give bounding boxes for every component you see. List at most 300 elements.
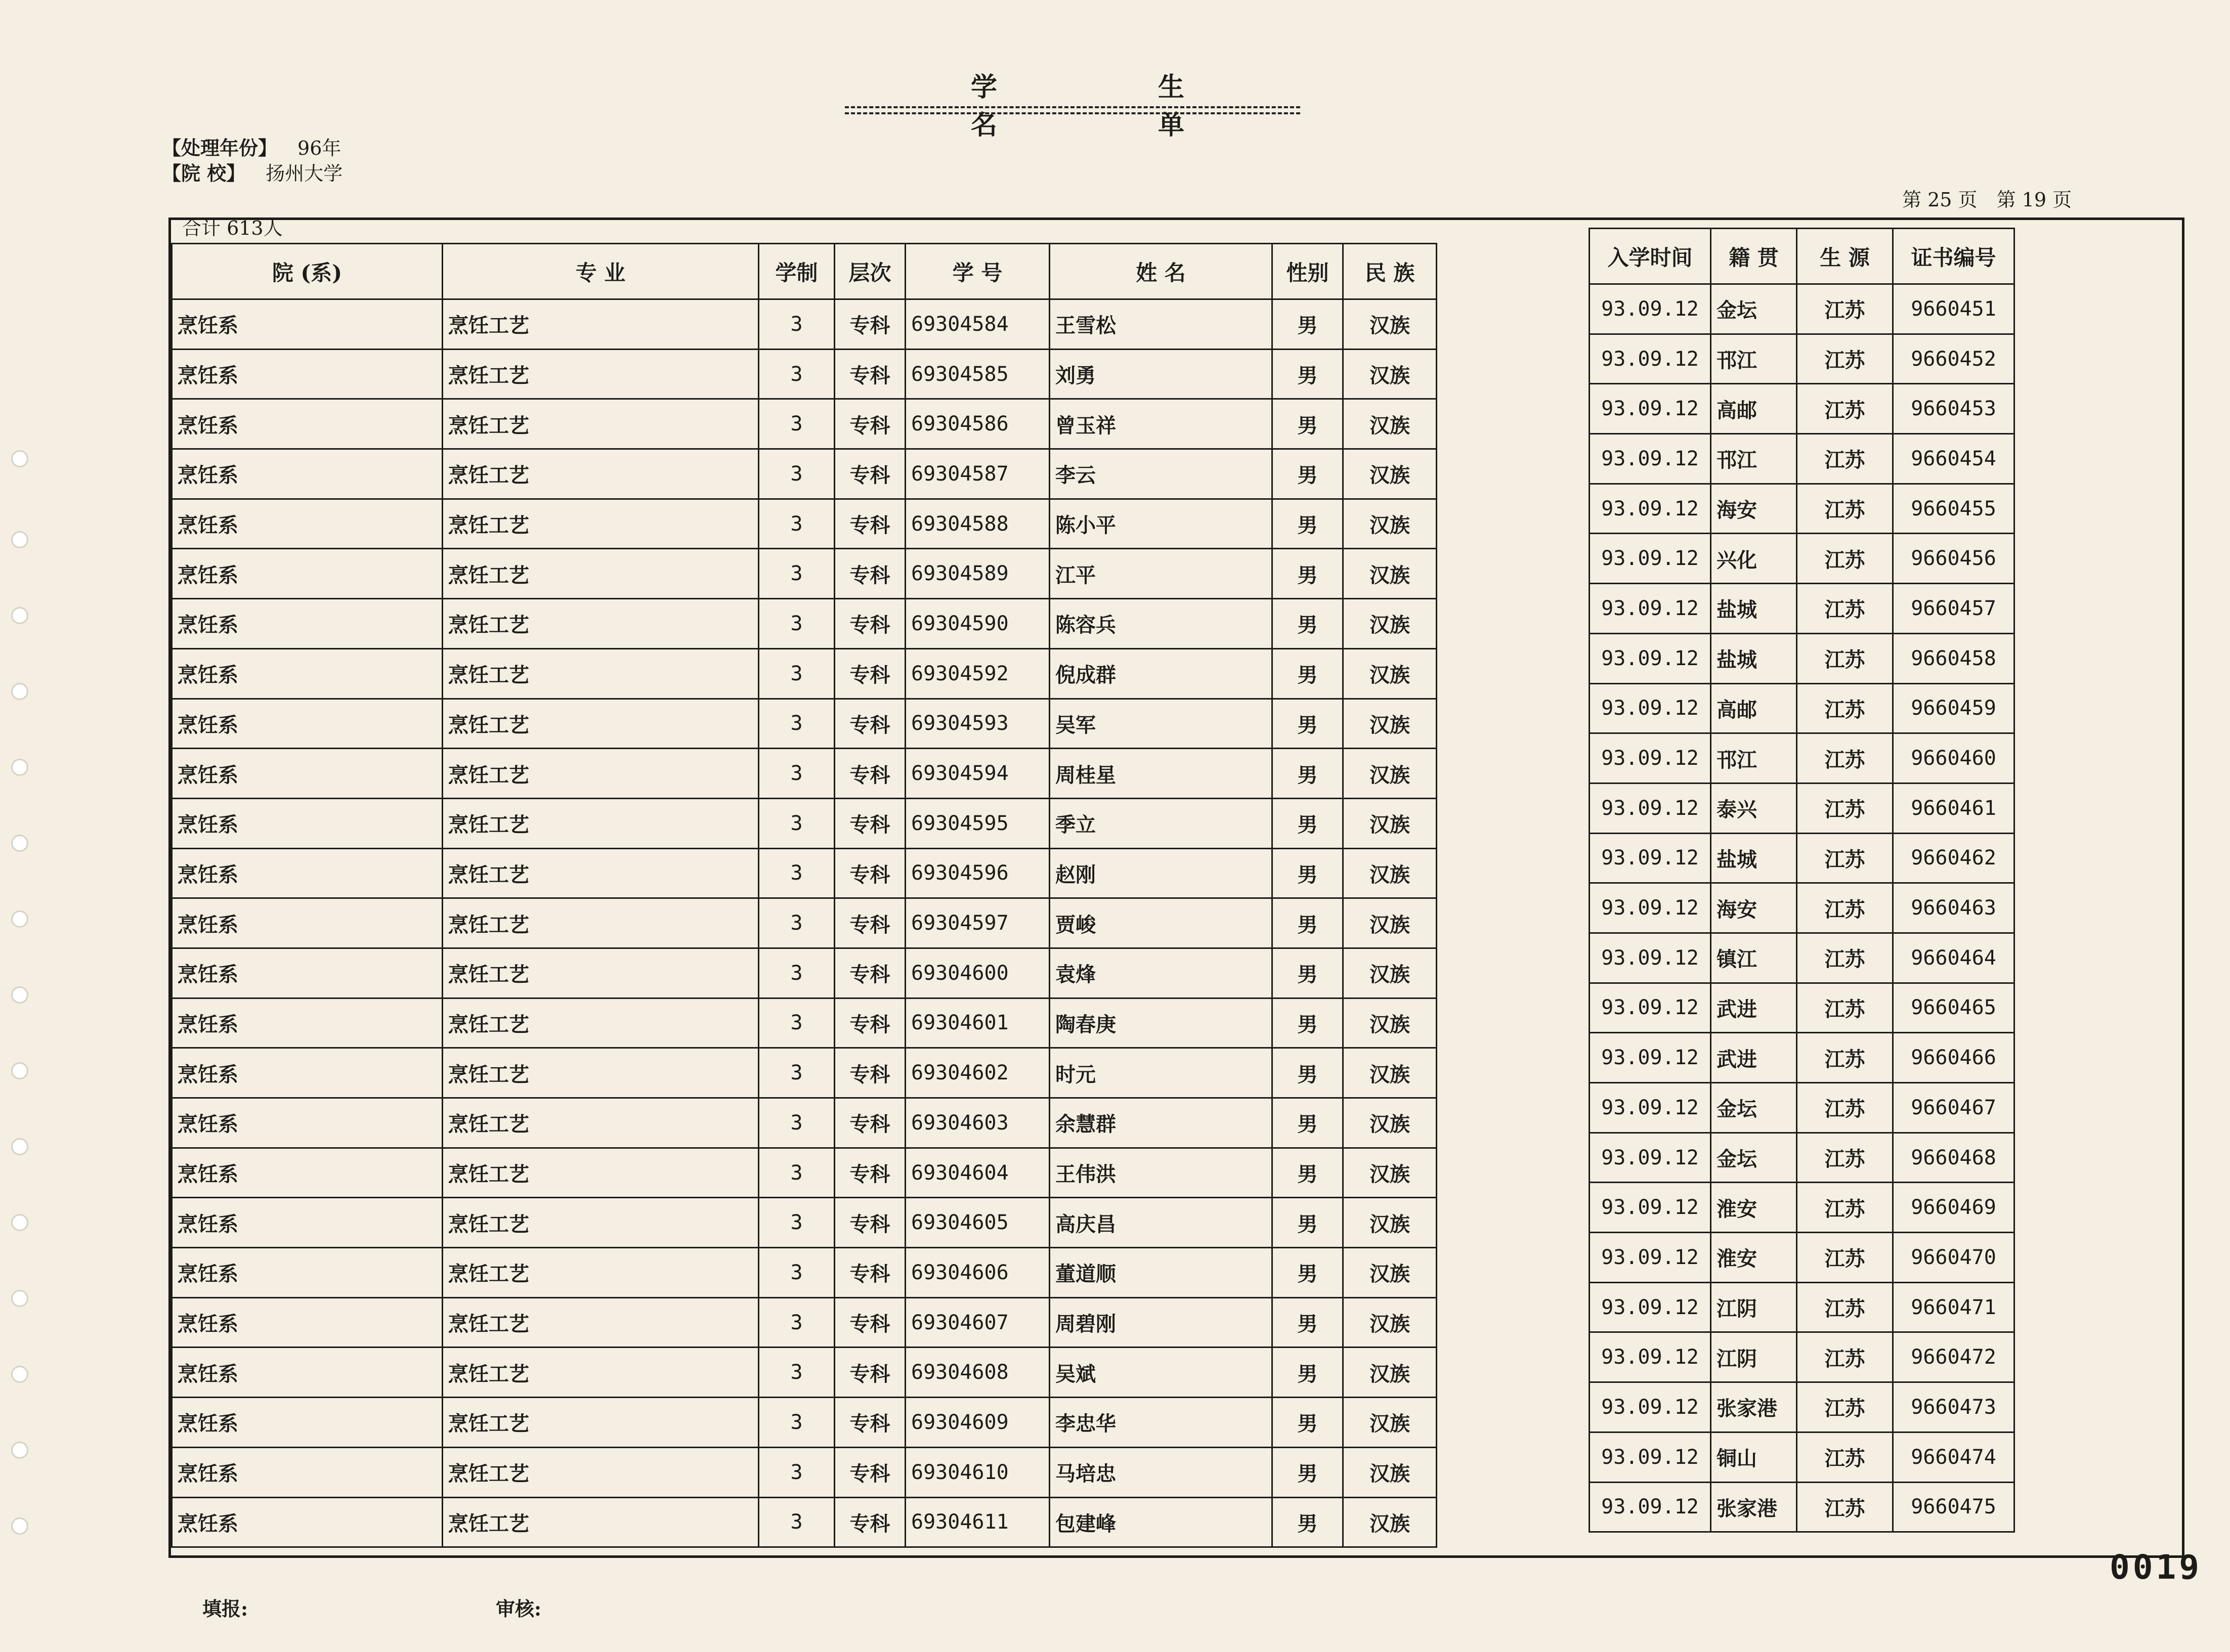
binder-hole: [11, 1517, 28, 1535]
origin-cell: 泰兴: [1711, 783, 1797, 833]
student-id-cell: 69304604: [906, 1148, 1050, 1198]
table-row: [1590, 1382, 2014, 1432]
origin-cell: 兴化: [1711, 534, 1797, 584]
sex-cell: 男: [1272, 898, 1343, 948]
cert-no-cell: 9660454: [1893, 434, 2014, 484]
enroll-date-cell: 93.09.12: [1590, 1382, 1711, 1432]
enroll-date-cell: 93.09.12: [1590, 633, 1711, 683]
ethnic-cell: 汉族: [1343, 898, 1437, 948]
enroll-date-cell: 93.09.12: [1590, 334, 1711, 384]
name-cell: 赵刚: [1050, 848, 1272, 898]
source-cell: 江苏: [1797, 334, 1893, 384]
cert-no-cell: 9660460: [1893, 733, 2014, 784]
years-cell: 3: [759, 599, 835, 649]
cert-no-cell: 9660455: [1893, 484, 2014, 534]
dept-cell: 烹饪系: [172, 1347, 443, 1398]
level-cell: 专科: [835, 599, 906, 649]
origin-cell: 江阴: [1711, 1282, 1797, 1332]
major-cell: 烹饪工艺: [443, 599, 759, 649]
name-cell: 马培忠: [1050, 1447, 1272, 1497]
major-cell: 烹饪工艺: [443, 299, 759, 350]
cert-no-cell: 9660465: [1893, 983, 2014, 1033]
level-cell: 专科: [835, 898, 906, 948]
major-cell: 烹饪工艺: [443, 798, 759, 848]
sex-cell: 男: [1272, 798, 1343, 848]
years-cell: 3: [759, 549, 835, 599]
major-cell: 烹饪工艺: [443, 749, 759, 799]
origin-cell: 海安: [1711, 883, 1797, 933]
table-row: [1590, 683, 2014, 733]
sex-cell: 男: [1272, 299, 1343, 350]
col-origin: 籍 贯: [1711, 229, 1797, 284]
major-cell: 烹饪工艺: [443, 549, 759, 599]
dept-cell: 烹饪系: [172, 1198, 443, 1248]
binder-hole: [11, 1214, 28, 1231]
binder-hole: [11, 759, 28, 776]
origin-cell: 淮安: [1711, 1183, 1797, 1233]
dept-cell: 烹饪系: [172, 299, 443, 350]
col-source: 生 源: [1797, 229, 1893, 284]
cert-no-cell: 9660452: [1893, 334, 2014, 384]
enroll-date-cell: 93.09.12: [1590, 1432, 1711, 1482]
school-line: [162, 158, 342, 186]
table-row: [1590, 1332, 2014, 1382]
source-cell: 江苏: [1797, 1083, 1893, 1133]
sex-cell: 男: [1272, 1497, 1343, 1547]
sex-cell: 男: [1272, 998, 1343, 1048]
name-cell: 时元: [1050, 1048, 1272, 1098]
enroll-date-cell: 93.09.12: [1590, 933, 1711, 983]
level-cell: 专科: [835, 449, 906, 499]
level-cell: 专科: [835, 1198, 906, 1248]
source-cell: 江苏: [1797, 1183, 1893, 1233]
years-cell: 3: [759, 349, 835, 399]
source-cell: 江苏: [1797, 983, 1893, 1033]
name-cell: 季立: [1050, 798, 1272, 848]
ethnic-cell: 汉族: [1343, 848, 1437, 898]
years-cell: 3: [759, 699, 835, 749]
years-cell: 3: [759, 299, 835, 350]
ethnic-cell: 汉族: [1343, 1447, 1437, 1497]
level-cell: 专科: [835, 1497, 906, 1547]
student-id-cell: 69304587: [906, 449, 1050, 499]
binder-hole: [11, 910, 28, 928]
sex-cell: 男: [1272, 1148, 1343, 1198]
years-cell: 3: [759, 948, 835, 998]
source-cell: 江苏: [1797, 434, 1893, 484]
table-row: [1590, 334, 2014, 384]
origin-cell: 盐城: [1711, 833, 1797, 883]
name-cell: 王伟洪: [1050, 1148, 1272, 1198]
cert-no-cell: 9660468: [1893, 1133, 2014, 1183]
sex-cell: 男: [1272, 1347, 1343, 1398]
table-row: [1590, 933, 2014, 983]
enroll-date-cell: 93.09.12: [1590, 733, 1711, 784]
ethnic-cell: 汉族: [1343, 699, 1437, 749]
sex-cell: 男: [1272, 749, 1343, 799]
ethnic-cell: 汉族: [1343, 1297, 1437, 1347]
years-cell: 3: [759, 1447, 835, 1497]
major-cell: 烹饪工艺: [443, 898, 759, 948]
years-cell: 3: [759, 648, 835, 699]
ethnic-cell: 汉族: [1343, 1098, 1437, 1148]
reviewed-by-label: 审核:: [496, 1597, 542, 1620]
student-id-cell: 69304593: [906, 699, 1050, 749]
table-row: [1590, 883, 2014, 933]
level-cell: 专科: [835, 1347, 906, 1398]
dept-cell: 烹饪系: [172, 1447, 443, 1497]
sex-cell: 男: [1272, 1198, 1343, 1248]
level-cell: 专科: [835, 749, 906, 799]
table-row: [1590, 633, 2014, 683]
major-cell: 烹饪工艺: [443, 1297, 759, 1347]
cert-no-cell: 9660453: [1893, 384, 2014, 434]
enroll-date-cell: 93.09.12: [1590, 484, 1711, 534]
student-table-left: [171, 243, 1437, 1548]
level-cell: 专科: [835, 349, 906, 399]
sex-cell: 男: [1272, 399, 1343, 449]
level-cell: 专科: [835, 648, 906, 699]
years-cell: 3: [759, 848, 835, 898]
source-cell: 江苏: [1797, 833, 1893, 883]
binder-hole: [11, 835, 28, 852]
enroll-date-cell: 93.09.12: [1590, 1233, 1711, 1283]
sex-cell: 男: [1272, 1098, 1343, 1148]
table-row: [1590, 1183, 2014, 1233]
table-row: [1590, 584, 2014, 634]
dept-cell: 烹饪系: [172, 699, 443, 749]
student-id-cell: 69304588: [906, 499, 1050, 549]
name-cell: 包建峰: [1050, 1497, 1272, 1547]
dept-cell: 烹饪系: [172, 1248, 443, 1298]
table-row: [172, 948, 1437, 998]
total-count: 合计 613人: [182, 217, 283, 239]
source-cell: 江苏: [1797, 1432, 1893, 1482]
ethnic-cell: 汉族: [1343, 1198, 1437, 1248]
major-cell: 烹饪工艺: [443, 948, 759, 998]
table-row: [172, 1148, 1437, 1198]
enroll-date-cell: 93.09.12: [1590, 833, 1711, 883]
filled-by-label: 填报:: [202, 1597, 248, 1620]
years-cell: 3: [759, 1297, 835, 1347]
table-row: [172, 1248, 1437, 1298]
major-cell: 烹饪工艺: [443, 449, 759, 499]
enroll-date-cell: 93.09.12: [1590, 883, 1711, 933]
binder-hole: [11, 1062, 28, 1079]
origin-cell: 张家港: [1711, 1482, 1797, 1532]
name-cell: 倪成群: [1050, 648, 1272, 699]
binder-hole: [11, 450, 28, 467]
dept-cell: 烹饪系: [172, 749, 443, 799]
origin-cell: 武进: [1711, 983, 1797, 1033]
source-cell: 江苏: [1797, 1382, 1893, 1432]
major-cell: 烹饪工艺: [443, 998, 759, 1048]
years-cell: 3: [759, 1398, 835, 1448]
source-cell: 江苏: [1797, 1233, 1893, 1283]
cert-no-cell: 9660467: [1893, 1083, 2014, 1133]
enroll-date-cell: 93.09.12: [1590, 1183, 1711, 1233]
name-cell: 袁烽: [1050, 948, 1272, 998]
table-header-row: [1590, 229, 2014, 284]
name-cell: 余慧群: [1050, 1098, 1272, 1148]
years-cell: 3: [759, 998, 835, 1048]
origin-cell: 金坛: [1711, 284, 1797, 334]
name-cell: 高庆昌: [1050, 1198, 1272, 1248]
table-row: [172, 399, 1437, 449]
level-cell: 专科: [835, 1447, 906, 1497]
dept-cell: 烹饪系: [172, 1398, 443, 1448]
dept-cell: 烹饪系: [172, 948, 443, 998]
major-cell: 烹饪工艺: [443, 1447, 759, 1497]
col-years: 学制: [759, 244, 835, 299]
name-cell: 陈小平: [1050, 499, 1272, 549]
level-cell: 专科: [835, 798, 906, 848]
col-ethnic: 民 族: [1343, 244, 1437, 299]
source-cell: 江苏: [1797, 384, 1893, 434]
cert-no-cell: 9660474: [1893, 1432, 2014, 1482]
student-id-cell: 69304602: [906, 1048, 1050, 1098]
binder-hole: [11, 1366, 28, 1383]
col-cert-no: 证书编号: [1893, 229, 2014, 284]
name-cell: 李云: [1050, 449, 1272, 499]
binder-hole: [11, 986, 28, 1004]
major-cell: 烹饪工艺: [443, 648, 759, 699]
student-id-cell: 69304608: [906, 1347, 1050, 1398]
table-row: [172, 798, 1437, 848]
cert-no-cell: 9660475: [1893, 1482, 2014, 1532]
years-cell: 3: [759, 798, 835, 848]
table-row: [172, 699, 1437, 749]
source-cell: 江苏: [1797, 584, 1893, 634]
major-cell: 烹饪工艺: [443, 1398, 759, 1448]
table-row: [172, 1297, 1437, 1347]
major-cell: 烹饪工艺: [443, 848, 759, 898]
sex-cell: 男: [1272, 1447, 1343, 1497]
cert-no-cell: 9660463: [1893, 883, 2014, 933]
major-cell: 烹饪工艺: [443, 1198, 759, 1248]
table-row: [172, 1398, 1437, 1448]
name-cell: 周碧刚: [1050, 1297, 1272, 1347]
origin-cell: 邗江: [1711, 733, 1797, 784]
table-row: [1590, 783, 2014, 833]
major-cell: 烹饪工艺: [443, 1148, 759, 1198]
table-row: [172, 499, 1437, 549]
title-underline: [845, 106, 1300, 114]
source-cell: 江苏: [1797, 284, 1893, 334]
enroll-date-cell: 93.09.12: [1590, 1282, 1711, 1332]
col-name: 姓 名: [1050, 244, 1272, 299]
sheet-number: 0019: [2110, 1548, 2202, 1587]
ethnic-cell: 汉族: [1343, 1248, 1437, 1298]
level-cell: 专科: [835, 399, 906, 449]
student-id-cell: 69304590: [906, 599, 1050, 649]
table-row: [172, 1098, 1437, 1148]
student-id-cell: 69304584: [906, 299, 1050, 350]
table-row: [1590, 1432, 2014, 1482]
dept-cell: 烹饪系: [172, 848, 443, 898]
name-cell: 陈容兵: [1050, 599, 1272, 649]
source-cell: 江苏: [1797, 1033, 1893, 1083]
origin-cell: 邗江: [1711, 434, 1797, 484]
enroll-date-cell: 93.09.12: [1590, 584, 1711, 634]
source-cell: 江苏: [1797, 733, 1893, 784]
major-cell: 烹饪工艺: [443, 1098, 759, 1148]
table-row: [172, 898, 1437, 948]
dept-cell: 烹饪系: [172, 798, 443, 848]
table-row: [1590, 733, 2014, 784]
year-label: 【处理年份】: [162, 137, 278, 159]
student-id-cell: 69304597: [906, 898, 1050, 948]
name-cell: 曾玉祥: [1050, 399, 1272, 449]
table-row: [172, 648, 1437, 699]
enroll-date-cell: 93.09.12: [1590, 1083, 1711, 1133]
table-row: [172, 1048, 1437, 1098]
sex-cell: 男: [1272, 1297, 1343, 1347]
student-id-cell: 69304594: [906, 749, 1050, 799]
name-cell: 董道顺: [1050, 1248, 1272, 1298]
binder-hole: [11, 1138, 28, 1155]
origin-cell: 张家港: [1711, 1382, 1797, 1432]
years-cell: 3: [759, 1098, 835, 1148]
origin-cell: 江阴: [1711, 1332, 1797, 1382]
source-cell: 江苏: [1797, 1332, 1893, 1382]
binder-hole: [11, 531, 28, 548]
cert-no-cell: 9660458: [1893, 633, 2014, 683]
cert-no-cell: 9660470: [1893, 1233, 2014, 1283]
ethnic-cell: 汉族: [1343, 749, 1437, 799]
table-row: [1590, 484, 2014, 534]
binder-hole: [11, 1290, 28, 1307]
enroll-date-cell: 93.09.12: [1590, 1482, 1711, 1532]
sex-cell: 男: [1272, 549, 1343, 599]
page-total: 第 25 页: [1902, 189, 1978, 211]
origin-cell: 盐城: [1711, 633, 1797, 683]
years-cell: 3: [759, 1048, 835, 1098]
ethnic-cell: 汉族: [1343, 299, 1437, 350]
level-cell: 专科: [835, 998, 906, 1048]
origin-cell: 铜山: [1711, 1432, 1797, 1482]
years-cell: 3: [759, 1198, 835, 1248]
source-cell: 江苏: [1797, 1133, 1893, 1183]
student-id-cell: 69304592: [906, 648, 1050, 699]
years-cell: 3: [759, 1347, 835, 1398]
student-id-cell: 69304586: [906, 399, 1050, 449]
cert-no-cell: 9660469: [1893, 1183, 2014, 1233]
cert-no-cell: 9660464: [1893, 933, 2014, 983]
dept-cell: 烹饪系: [172, 1098, 443, 1148]
table-row: [172, 1447, 1437, 1497]
major-cell: 烹饪工艺: [443, 349, 759, 399]
source-cell: 江苏: [1797, 534, 1893, 584]
student-id-cell: 69304596: [906, 848, 1050, 898]
origin-cell: 金坛: [1711, 1133, 1797, 1183]
enroll-date-cell: 93.09.12: [1590, 983, 1711, 1033]
cert-no-cell: 9660473: [1893, 1382, 2014, 1432]
ethnic-cell: 汉族: [1343, 549, 1437, 599]
major-cell: 烹饪工艺: [443, 1248, 759, 1298]
student-id-cell: 69304603: [906, 1098, 1050, 1148]
binder-hole: [11, 683, 28, 700]
ethnic-cell: 汉族: [1343, 1497, 1437, 1547]
name-cell: 刘勇: [1050, 349, 1272, 399]
cert-no-cell: 9660466: [1893, 1033, 2014, 1083]
cert-no-cell: 9660456: [1893, 534, 2014, 584]
years-cell: 3: [759, 1497, 835, 1547]
years-cell: 3: [759, 499, 835, 549]
table-row: [1590, 1482, 2014, 1532]
col-dept: 院 (系): [172, 244, 443, 299]
level-cell: 专科: [835, 549, 906, 599]
sex-cell: 男: [1272, 648, 1343, 699]
dept-cell: 烹饪系: [172, 499, 443, 549]
sex-cell: 男: [1272, 499, 1343, 549]
table-row: [1590, 434, 2014, 484]
origin-cell: 金坛: [1711, 1083, 1797, 1133]
table-row: [1590, 384, 2014, 434]
table-row: [172, 848, 1437, 898]
cert-no-cell: 9660472: [1893, 1332, 2014, 1382]
name-cell: 陶春庚: [1050, 998, 1272, 1048]
student-id-cell: 69304610: [906, 1447, 1050, 1497]
col-major: 专 业: [443, 244, 759, 299]
sex-cell: 男: [1272, 848, 1343, 898]
ethnic-cell: 汉族: [1343, 599, 1437, 649]
table-row: [1590, 833, 2014, 883]
years-cell: 3: [759, 1148, 835, 1198]
student-table-right: [1589, 228, 2015, 1533]
sex-cell: 男: [1272, 599, 1343, 649]
student-id-cell: 69304600: [906, 948, 1050, 998]
dept-cell: 烹饪系: [172, 898, 443, 948]
binder-hole: [11, 607, 28, 624]
page-numbers: [1902, 184, 2085, 212]
enroll-date-cell: 93.09.12: [1590, 683, 1711, 733]
sex-cell: 男: [1272, 1048, 1343, 1098]
years-cell: 3: [759, 399, 835, 449]
level-cell: 专科: [835, 499, 906, 549]
table-row: [172, 549, 1437, 599]
document-title: 学 生 名 单: [970, 72, 1261, 141]
enroll-date-cell: 93.09.12: [1590, 434, 1711, 484]
name-cell: 江平: [1050, 549, 1272, 599]
table-row: [1590, 534, 2014, 584]
dept-cell: 烹饪系: [172, 998, 443, 1048]
major-cell: 烹饪工艺: [443, 1048, 759, 1098]
table-header-row: [172, 244, 1437, 299]
cert-no-cell: 9660459: [1893, 683, 2014, 733]
enroll-date-cell: 93.09.12: [1590, 534, 1711, 584]
major-cell: 烹饪工艺: [443, 1497, 759, 1547]
table-row: [172, 998, 1437, 1048]
level-cell: 专科: [835, 1297, 906, 1347]
table-row: [172, 1198, 1437, 1248]
years-cell: 3: [759, 449, 835, 499]
enroll-date-cell: 93.09.12: [1590, 1332, 1711, 1382]
cert-no-cell: 9660457: [1893, 584, 2014, 634]
origin-cell: 镇江: [1711, 933, 1797, 983]
major-cell: 烹饪工艺: [443, 399, 759, 449]
name-cell: 周桂星: [1050, 749, 1272, 799]
student-id-cell: 69304585: [906, 349, 1050, 399]
origin-cell: 高邮: [1711, 384, 1797, 434]
ethnic-cell: 汉族: [1343, 399, 1437, 449]
col-level: 层次: [835, 244, 906, 299]
enroll-date-cell: 93.09.12: [1590, 1133, 1711, 1183]
source-cell: 江苏: [1797, 683, 1893, 733]
enroll-date-cell: 93.09.12: [1590, 384, 1711, 434]
dept-cell: 烹饪系: [172, 349, 443, 399]
dept-cell: 烹饪系: [172, 599, 443, 649]
